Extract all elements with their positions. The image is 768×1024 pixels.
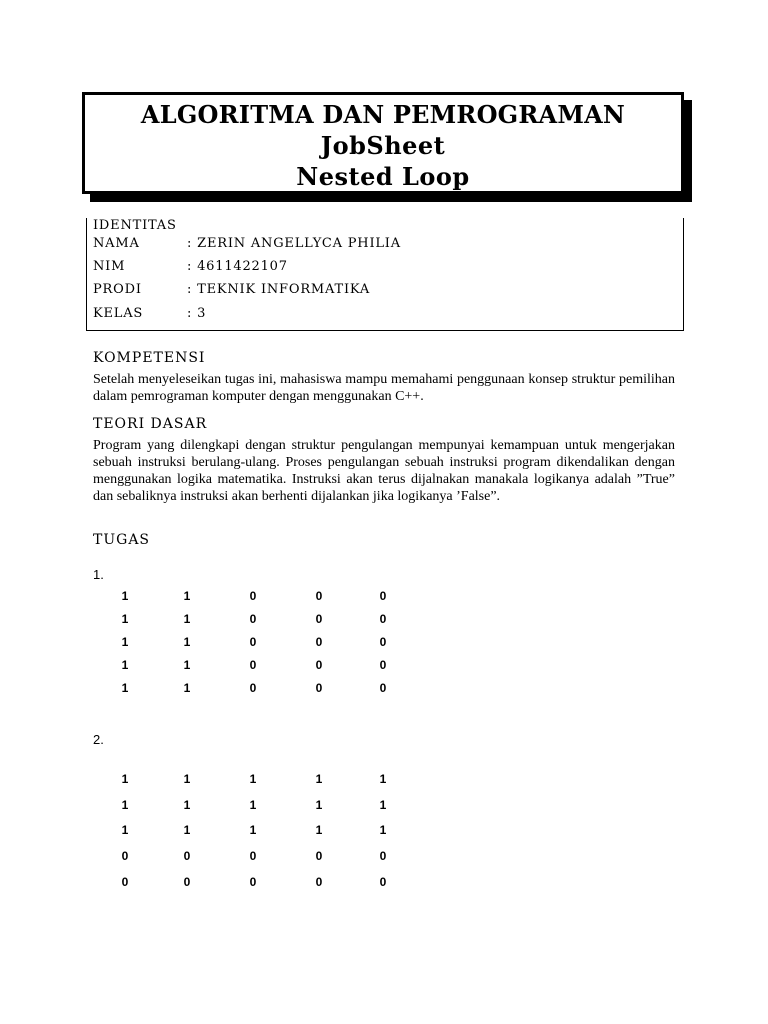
matrix-cell: 1 — [183, 797, 191, 812]
identitas-key: KELAS — [93, 306, 144, 321]
identitas-value: : TEKNIK INFORMATIKA — [187, 282, 371, 297]
task-1-label: 1. — [93, 567, 104, 582]
identitas-value: : 3 — [187, 306, 207, 321]
identitas-row-kelas — [93, 306, 206, 321]
matrix-cell: 0 — [249, 849, 257, 864]
matrix-cell: 0 — [379, 612, 387, 626]
course-title: ALGORITMA DAN PEMROGRAMAN — [140, 100, 626, 129]
matrix-cell: 1 — [121, 681, 129, 695]
matrix-cell: 0 — [315, 635, 323, 649]
matrix-cell: 0 — [315, 874, 323, 889]
matrix-cell: 0 — [379, 681, 387, 695]
matrix-cell: 1 — [183, 658, 191, 672]
teori-heading: TEORI DASAR — [93, 416, 208, 432]
matrix-cell: 1 — [249, 797, 257, 812]
matrix-cell: 1 — [183, 823, 191, 838]
matrix-cell: 0 — [315, 658, 323, 672]
matrix-cell: 0 — [121, 849, 129, 864]
identitas-key: PRODI — [93, 282, 142, 297]
matrix-cell: 1 — [315, 772, 323, 786]
matrix-cell: 0 — [249, 681, 257, 695]
matrix-cell: 0 — [249, 635, 257, 649]
matrix-cell: 0 — [315, 612, 323, 626]
matrix-cell: 1 — [249, 772, 257, 786]
matrix-cell: 1 — [121, 823, 129, 838]
matrix-cell: 0 — [249, 612, 257, 626]
kompetensi-text: Setelah menyeleseikan tugas ini, mahasiswa mampu memahami penggunaan konsep struktur pemilihan dalam pemrograman komputer dengan menggunakan C++. — [93, 372, 675, 404]
identitas-box — [86, 218, 684, 331]
matrix-cell: 1 — [379, 823, 387, 838]
matrix-cell: 0 — [249, 658, 257, 672]
title-box — [82, 92, 684, 194]
matrix-cell: 1 — [121, 797, 129, 812]
matrix-cell: 0 — [183, 874, 191, 889]
identitas-key: NIM — [93, 259, 126, 274]
matrix-cell: 0 — [121, 874, 129, 889]
matrix-cell: 1 — [379, 772, 387, 786]
identitas-key: NAMA — [93, 236, 140, 251]
matrix-cell: 0 — [315, 849, 323, 864]
matrix-cell: 0 — [379, 658, 387, 672]
matrix-cell: 0 — [249, 874, 257, 889]
matrix-cell: 1 — [183, 589, 191, 603]
identitas-heading: IDENTITAS — [93, 218, 177, 233]
identitas-value: : ZERIN ANGELLYCA PHILIA — [187, 236, 401, 251]
matrix-cell: 1 — [315, 797, 323, 812]
matrix-cell: 1 — [315, 823, 323, 838]
matrix-cell: 1 — [121, 612, 129, 626]
matrix-cell: 0 — [379, 589, 387, 603]
matrix-cell: 1 — [379, 797, 387, 812]
tugas-heading: TUGAS — [93, 532, 151, 548]
identitas-row-nim — [93, 259, 288, 274]
matrix-cell: 0 — [379, 874, 387, 889]
kompetensi-heading: KOMPETENSI — [93, 350, 206, 366]
matrix-cell: 1 — [183, 772, 191, 786]
task-2-label: 2. — [93, 732, 104, 747]
matrix-cell: 1 — [121, 772, 129, 786]
matrix-cell: 1 — [121, 635, 129, 649]
identitas-value: : 4611422107 — [187, 259, 288, 274]
matrix-cell: 0 — [379, 849, 387, 864]
matrix-cell: 0 — [315, 681, 323, 695]
topic-title: Nested Loop — [296, 162, 470, 191]
document-type: JobSheet — [320, 131, 446, 160]
matrix-cell: 1 — [183, 635, 191, 649]
identitas-row-nama — [93, 236, 401, 251]
matrix-cell: 0 — [183, 849, 191, 864]
matrix-cell: 0 — [315, 589, 323, 603]
matrix-cell: 0 — [249, 589, 257, 603]
matrix-cell: 1 — [121, 658, 129, 672]
teori-text: Program yang dilengkapi dengan struktur pengulangan mempunyai kemampuan untuk mengerjakan sebuah instruksi berulang-ulang. Proses pengulangan sebuah instruksi program dikendalikan dengan menggunakan logika matematika. Instruksi akan terus dijalnakan manakala logikanya adalah ”True” dan sebaliknya instruksi akan berhenti dijalankan jika logikanya ’False”. — [93, 438, 675, 504]
matrix-cell: 1 — [183, 612, 191, 626]
matrix-cell: 1 — [249, 823, 257, 838]
matrix-cell: 1 — [121, 589, 129, 603]
identitas-row-prodi — [93, 282, 370, 297]
matrix-cell: 0 — [379, 635, 387, 649]
matrix-cell: 1 — [183, 681, 191, 695]
